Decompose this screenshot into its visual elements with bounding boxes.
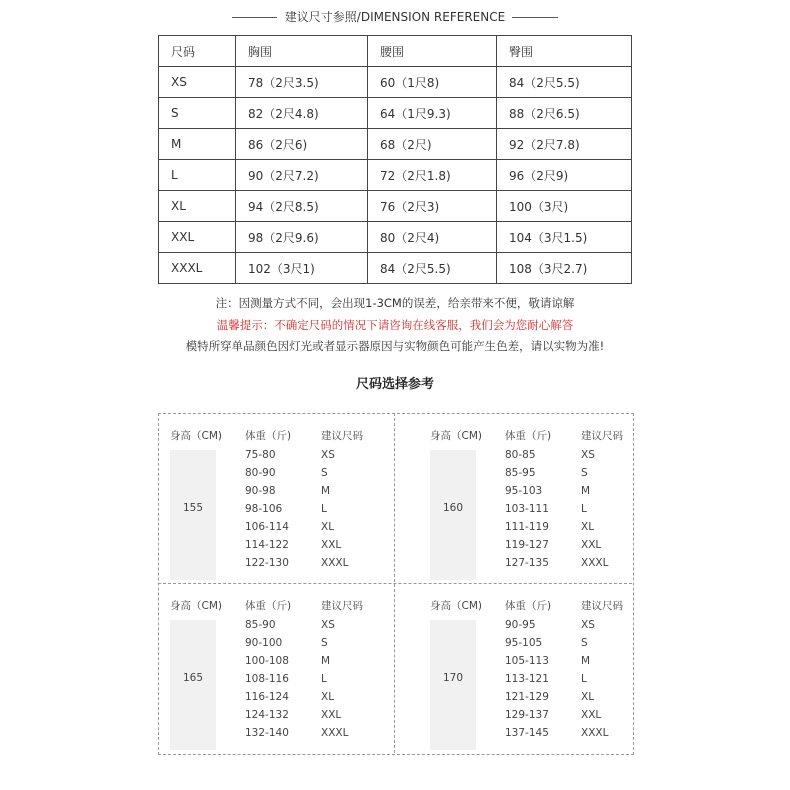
size-cell: S — [159, 98, 236, 129]
weight-range: 111-119 — [505, 521, 549, 533]
table-header-row — [159, 36, 632, 67]
table-row — [159, 98, 632, 129]
recommended-size: XXL — [581, 709, 602, 721]
selection-title: 尺码选择参考 — [355, 377, 434, 392]
height-bar — [170, 620, 216, 750]
height-value: 165 — [182, 672, 204, 684]
recommended-size: L — [581, 673, 587, 685]
recommended-size: M — [321, 655, 331, 667]
recommended-size: XXL — [321, 709, 342, 721]
weight-range: 106-114 — [245, 521, 289, 533]
size-cell: M — [159, 129, 236, 160]
header-chest: 胸围 — [236, 36, 368, 67]
height-value: 155 — [182, 502, 204, 514]
size-cell: XL — [159, 191, 236, 222]
size-col-header: 建议尺码 — [581, 600, 623, 612]
weight-range: 122-130 — [245, 557, 289, 569]
size-col-header: 建议尺码 — [321, 430, 363, 442]
weight-range: 108-116 — [245, 673, 289, 685]
color-disclaimer: 模特所穿单品颜色因灯光或者显示器原因与实物颜色可能产生色差，请以实物为准! — [185, 339, 605, 353]
recommended-size: XL — [321, 691, 335, 703]
chest-cell: 94（2尺8.5) — [236, 191, 368, 222]
size-cell: XXL — [159, 222, 236, 253]
weight-range: 90-98 — [245, 485, 276, 497]
weight-range: 116-124 — [245, 691, 289, 703]
table-row — [159, 67, 632, 98]
tip-note: 温馨提示：不确定尺码的情况下请咨询在线客服，我们会为您耐心解答 — [216, 318, 574, 332]
weight-range: 129-137 — [505, 709, 549, 721]
size-cell: XS — [159, 67, 236, 98]
header-size: 尺码 — [159, 36, 236, 67]
chest-cell: 90（2尺7.2) — [236, 160, 368, 191]
hip-cell: 100（3尺) — [497, 191, 632, 222]
height-col-header: 身高（CM) — [430, 430, 482, 442]
recommended-size: L — [321, 503, 327, 515]
header-divider-right — [512, 17, 558, 18]
weight-range: 80-85 — [505, 449, 536, 461]
chest-cell: 82（2尺4.8) — [236, 98, 368, 129]
table-row — [159, 129, 632, 160]
weight-col-header: 体重（斤) — [245, 430, 292, 442]
waist-cell: 80（2尺4) — [368, 222, 497, 253]
table-row — [159, 222, 632, 253]
weight-range: 137-145 — [505, 727, 549, 739]
recommended-size: S — [321, 637, 328, 649]
weight-range: 90-95 — [505, 619, 536, 631]
weight-col-header: 体重（斤) — [505, 600, 552, 612]
height-col-header: 身高（CM) — [430, 600, 482, 612]
height-col-header: 身高（CM) — [170, 600, 222, 612]
recommended-size: XS — [321, 449, 335, 461]
chest-cell: 98（2尺9.6) — [236, 222, 368, 253]
hip-cell: 88（2尺6.5) — [497, 98, 632, 129]
size-cell: XXXL — [159, 253, 236, 284]
height-bar — [430, 450, 476, 580]
size-cell: L — [159, 160, 236, 191]
waist-cell: 68（2尺) — [368, 129, 497, 160]
table-row — [159, 191, 632, 222]
weight-range: 127-135 — [505, 557, 549, 569]
height-bar — [430, 620, 476, 750]
weight-range: 90-100 — [245, 637, 283, 649]
hip-cell: 104（3尺1.5) — [497, 222, 632, 253]
waist-cell: 60（1尺8) — [368, 67, 497, 98]
recommended-size: S — [321, 467, 328, 479]
recommended-size: L — [321, 673, 327, 685]
waist-cell: 76（2尺3) — [368, 191, 497, 222]
hip-cell: 92（2尺7.8) — [497, 129, 632, 160]
weight-range: 80-90 — [245, 467, 276, 479]
measurement-note: 注：因测量方式不同，会出现1-3CM的误差，给亲带来不便，敬请谅解 — [215, 296, 575, 310]
weight-col-header: 体重（斤) — [505, 430, 552, 442]
weight-range: 119-127 — [505, 539, 549, 551]
waist-cell: 64（1尺9.3) — [368, 98, 497, 129]
height-col-header: 身高（CM) — [170, 430, 222, 442]
recommended-size: XS — [581, 619, 595, 631]
weight-col-header: 体重（斤) — [245, 600, 292, 612]
table-row — [159, 253, 632, 284]
recommended-size: XL — [581, 521, 595, 533]
recommended-size: XXL — [581, 539, 602, 551]
height-value: 170 — [442, 672, 464, 684]
recommended-size: S — [581, 637, 588, 649]
weight-range: 100-108 — [245, 655, 289, 667]
recommended-size: M — [321, 485, 331, 497]
hip-cell: 108（3尺2.7) — [497, 253, 632, 284]
weight-range: 95-103 — [505, 485, 543, 497]
recommended-size: XS — [581, 449, 595, 461]
weight-range: 95-105 — [505, 637, 543, 649]
weight-range: 75-80 — [245, 449, 276, 461]
height-bar — [170, 450, 216, 580]
dimension-table — [158, 35, 632, 284]
weight-range: 132-140 — [245, 727, 289, 739]
recommended-size: XXXL — [581, 557, 609, 569]
weight-range: 85-90 — [245, 619, 276, 631]
selection-divider-horizontal — [158, 583, 632, 584]
recommended-size: M — [581, 655, 591, 667]
chest-cell: 78（2尺3.5) — [236, 67, 368, 98]
header-hip: 臀围 — [497, 36, 632, 67]
recommended-size: L — [581, 503, 587, 515]
recommended-size: XL — [321, 521, 335, 533]
weight-range: 103-111 — [505, 503, 549, 515]
hip-cell: 96（2尺9) — [497, 160, 632, 191]
chest-cell: 102（3尺1) — [236, 253, 368, 284]
recommended-size: XXL — [321, 539, 342, 551]
weight-range: 121-129 — [505, 691, 549, 703]
selection-frame — [158, 413, 634, 755]
recommended-size: S — [581, 467, 588, 479]
size-col-header: 建议尺码 — [321, 600, 363, 612]
waist-cell: 84（2尺5.5) — [368, 253, 497, 284]
weight-range: 105-113 — [505, 655, 549, 667]
weight-range: 124-132 — [245, 709, 289, 721]
hip-cell: 84（2尺5.5) — [497, 67, 632, 98]
height-value: 160 — [442, 502, 464, 514]
header-waist: 腰围 — [368, 36, 497, 67]
recommended-size: XL — [581, 691, 595, 703]
weight-range: 114-122 — [245, 539, 289, 551]
recommended-size: M — [581, 485, 591, 497]
recommended-size: XS — [321, 619, 335, 631]
recommended-size: XXXL — [581, 727, 609, 739]
table-row — [159, 160, 632, 191]
size-col-header: 建议尺码 — [581, 430, 623, 442]
page-title: 建议尺寸参照/DIMENSION REFERENCE — [284, 10, 506, 24]
weight-range: 113-121 — [505, 673, 549, 685]
chest-cell: 86（2尺6) — [236, 129, 368, 160]
waist-cell: 72（2尺1.8) — [368, 160, 497, 191]
weight-range: 98-106 — [245, 503, 283, 515]
recommended-size: XXXL — [321, 557, 349, 569]
weight-range: 85-95 — [505, 467, 536, 479]
recommended-size: XXXL — [321, 727, 349, 739]
